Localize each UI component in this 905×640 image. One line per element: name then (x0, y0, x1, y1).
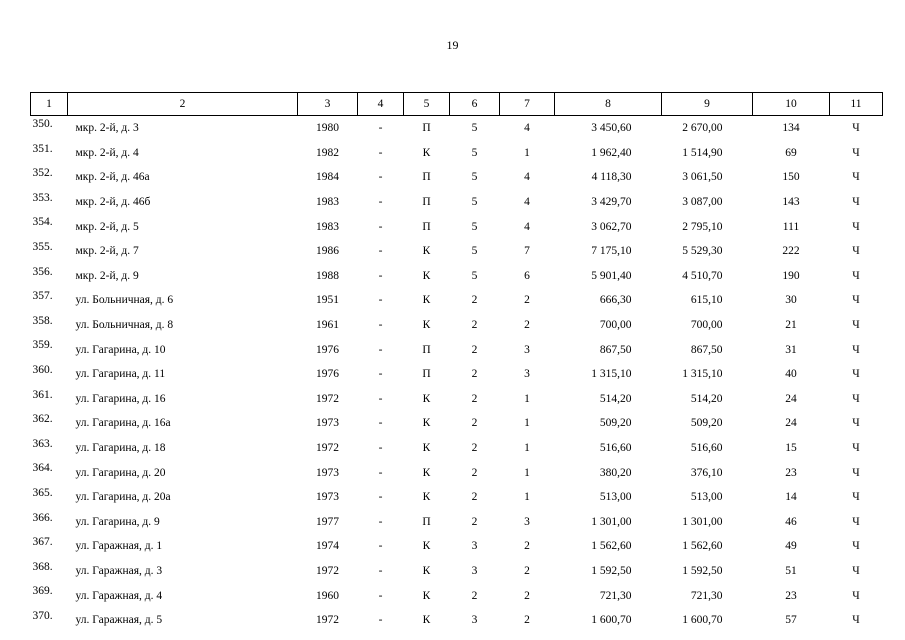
cell-col11: Ч (852, 319, 860, 332)
year-built: 1977 (316, 515, 339, 528)
entrances: 4 (524, 196, 530, 209)
year-built: 1984 (316, 171, 339, 184)
row-number: 365. (32, 486, 53, 499)
table-row (31, 485, 883, 510)
cell-col4: - (378, 343, 383, 356)
row-number: 362. (32, 413, 53, 426)
cell-col11: Ч (852, 171, 860, 184)
cell-col4: - (378, 589, 383, 602)
residents: 46 (785, 515, 797, 528)
column-header: 9 (662, 93, 753, 116)
table-row (31, 190, 883, 215)
cell-col11: Ч (852, 343, 860, 356)
living-area: 1 562,60 (682, 540, 723, 553)
cell-col4: - (378, 392, 383, 405)
residents: 14 (785, 491, 797, 504)
total-area: 509,20 (599, 417, 632, 430)
entrances: 2 (524, 614, 530, 627)
cell-col4: - (378, 540, 383, 553)
address: ул. Гаражная, д. 3 (75, 564, 163, 577)
entrances: 1 (524, 146, 530, 159)
floors: 5 (471, 196, 478, 209)
year-built: 1960 (316, 589, 339, 602)
living-area: 513,00 (690, 491, 723, 504)
cell-col11: Ч (852, 540, 860, 553)
entrances: 4 (524, 171, 530, 184)
living-area: 514,20 (690, 392, 723, 405)
residents: 69 (785, 146, 797, 159)
row-number: 367. (32, 536, 53, 549)
year-built: 1980 (316, 122, 339, 135)
cell-col11: Ч (852, 515, 860, 528)
residents: 111 (782, 220, 800, 233)
address: ул. Гагарина, д. 9 (75, 515, 160, 528)
row-number: 356. (32, 265, 53, 278)
column-number-header-row (31, 93, 883, 116)
address: мкр. 2-й, д. 7 (75, 245, 139, 258)
floors: 5 (471, 269, 478, 282)
wall-material: К (422, 442, 431, 455)
address: ул. Гагарина, д. 16а (75, 417, 171, 430)
table-row (31, 116, 883, 141)
wall-material: К (422, 319, 431, 332)
cell-col11: Ч (852, 417, 860, 430)
cell-col11: Ч (852, 392, 860, 405)
floors: 2 (471, 466, 478, 479)
cell-col4: - (378, 171, 383, 184)
cell-col4: - (378, 491, 383, 504)
floors: 2 (471, 589, 478, 602)
total-area: 700,00 (599, 319, 632, 332)
table-row (31, 534, 883, 559)
cell-col11: Ч (852, 196, 860, 209)
column-header: 5 (404, 93, 450, 116)
wall-material: К (422, 540, 431, 553)
entrances: 2 (524, 564, 530, 577)
living-area: 615,10 (690, 294, 723, 307)
year-built: 1986 (316, 245, 339, 258)
year-built: 1983 (316, 220, 339, 233)
total-area: 5 901,40 (591, 269, 632, 282)
total-area: 516,60 (599, 442, 632, 455)
residents: 134 (782, 122, 800, 135)
living-area: 1 315,10 (682, 368, 723, 381)
row-number: 369. (32, 585, 53, 598)
page-number: 19 (446, 38, 459, 52)
entrances: 1 (524, 442, 530, 455)
total-area: 1 962,40 (591, 146, 632, 159)
cell-col4: - (378, 220, 383, 233)
address: ул. Гагарина, д. 10 (75, 343, 166, 356)
entrances: 2 (524, 319, 530, 332)
wall-material: П (422, 515, 431, 528)
floors: 2 (471, 294, 478, 307)
residents: 57 (785, 614, 797, 627)
living-area: 1 600,70 (682, 614, 723, 627)
table-row (31, 214, 883, 239)
cell-col11: Ч (852, 269, 860, 282)
wall-material: К (422, 245, 431, 258)
column-header: 4 (358, 93, 404, 116)
table-row (31, 264, 883, 289)
residents: 222 (782, 245, 800, 258)
wall-material: К (422, 589, 431, 602)
row-number: 363. (32, 437, 53, 450)
floors: 2 (471, 515, 478, 528)
living-area: 721,30 (690, 589, 723, 602)
address: ул. Гагарина, д. 20а (75, 491, 171, 504)
address: ул. Больничная, д. 6 (75, 294, 174, 307)
floors: 5 (471, 122, 478, 135)
row-number: 364. (32, 462, 53, 475)
total-area: 7 175,10 (591, 245, 632, 258)
total-area: 1 592,50 (591, 564, 632, 577)
cell-col4: - (378, 442, 383, 455)
living-area: 2 795,10 (682, 220, 723, 233)
row-number: 353. (32, 191, 53, 204)
wall-material: К (422, 392, 431, 405)
address: мкр. 2-й, д. 46а (75, 171, 150, 184)
living-area: 516,60 (690, 442, 723, 455)
floors: 5 (471, 245, 478, 258)
total-area: 3 062,70 (591, 220, 632, 233)
year-built: 1961 (316, 319, 339, 332)
entrances: 1 (524, 392, 530, 405)
total-area: 1 600,70 (591, 614, 632, 627)
residents: 40 (785, 368, 797, 381)
cell-col11: Ч (852, 122, 860, 135)
column-header: 10 (753, 93, 830, 116)
floors: 5 (471, 146, 478, 159)
living-area: 509,20 (690, 417, 723, 430)
address: ул. Гагарина, д. 18 (75, 442, 166, 455)
row-number: 354. (32, 216, 53, 229)
year-built: 1988 (316, 269, 339, 282)
cell-col4: - (378, 122, 383, 135)
cell-col4: - (378, 614, 383, 627)
year-built: 1973 (316, 491, 339, 504)
address: ул. Гагарина, д. 16 (75, 392, 166, 405)
cell-col4: - (378, 564, 383, 577)
floors: 2 (471, 417, 478, 430)
address: мкр. 2-й, д. 5 (75, 220, 139, 233)
living-area: 1 514,90 (682, 146, 723, 159)
residents: 143 (782, 196, 800, 209)
row-number: 361. (32, 388, 53, 401)
wall-material: К (422, 269, 431, 282)
living-area: 1 592,50 (682, 564, 723, 577)
table-row (31, 608, 883, 633)
cell-col11: Ч (852, 442, 860, 455)
wall-material: К (422, 614, 431, 627)
living-area: 700,00 (690, 319, 723, 332)
total-area: 666,30 (599, 294, 632, 307)
residents: 24 (785, 417, 797, 430)
row-number: 350. (32, 118, 53, 130)
living-area: 3 087,00 (682, 196, 723, 209)
total-area: 867,50 (599, 343, 632, 356)
total-area: 4 118,30 (591, 171, 632, 184)
row-number: 352. (32, 167, 53, 180)
year-built: 1973 (316, 417, 339, 430)
floors: 2 (471, 392, 478, 405)
column-header: 8 (555, 93, 662, 116)
address: мкр. 2-й, д. 9 (75, 269, 139, 282)
total-area: 3 450,60 (591, 122, 632, 135)
floors: 5 (471, 220, 478, 233)
table-row (31, 436, 883, 461)
row-number: 366. (32, 511, 53, 524)
address: ул. Гагарина, д. 11 (75, 368, 166, 381)
floors: 3 (471, 540, 478, 553)
floors: 3 (471, 564, 478, 577)
floors: 2 (471, 442, 478, 455)
year-built: 1976 (316, 343, 339, 356)
year-built: 1972 (316, 442, 339, 455)
table-row (31, 362, 883, 387)
table-row (31, 583, 883, 608)
address: ул. Гаражная, д. 5 (75, 614, 163, 627)
address: ул. Гаражная, д. 4 (75, 589, 163, 602)
housing-register-table (30, 92, 883, 632)
total-area: 514,20 (599, 392, 632, 405)
cell-col4: - (378, 245, 383, 258)
year-built: 1972 (316, 614, 339, 627)
cell-col4: - (378, 417, 383, 430)
residents: 15 (785, 442, 797, 455)
entrances: 4 (524, 220, 530, 233)
address: ул. Больничная, д. 8 (75, 319, 174, 332)
address: ул. Гагарина, д. 20 (75, 466, 166, 479)
living-area: 4 510,70 (682, 269, 723, 282)
year-built: 1951 (316, 294, 339, 307)
total-area: 380,20 (599, 466, 632, 479)
living-area: 3 061,50 (682, 171, 723, 184)
wall-material: П (422, 220, 431, 233)
column-header: 11 (830, 93, 883, 116)
cell-col11: Ч (852, 466, 860, 479)
entrances: 1 (524, 466, 530, 479)
total-area: 721,30 (599, 589, 632, 602)
cell-col4: - (378, 269, 383, 282)
year-built: 1982 (316, 146, 339, 159)
table-row (31, 239, 883, 264)
floors: 5 (471, 171, 478, 184)
wall-material: К (422, 466, 431, 479)
residents: 24 (785, 392, 797, 405)
wall-material: П (422, 196, 431, 209)
year-built: 1972 (316, 564, 339, 577)
entrances: 3 (524, 515, 530, 528)
wall-material: П (422, 368, 431, 381)
table-row (31, 510, 883, 535)
row-number: 368. (32, 560, 53, 573)
entrances: 2 (524, 540, 530, 553)
entrances: 2 (524, 589, 530, 602)
table-body (31, 116, 883, 633)
entrances: 3 (524, 343, 530, 356)
column-header: 2 (68, 93, 298, 116)
table-row (31, 387, 883, 412)
cell-col4: - (378, 146, 383, 159)
table-row (31, 288, 883, 313)
cell-col4: - (378, 196, 383, 209)
cell-col11: Ч (852, 245, 860, 258)
total-area: 3 429,70 (591, 196, 632, 209)
wall-material: К (422, 417, 431, 430)
table-row (31, 559, 883, 584)
column-header: 7 (500, 93, 555, 116)
residents: 23 (785, 466, 797, 479)
column-header: 1 (31, 93, 68, 116)
living-area: 2 670,00 (682, 122, 723, 135)
cell-col11: Ч (852, 589, 860, 602)
living-area: 867,50 (690, 343, 723, 356)
year-built: 1974 (316, 540, 339, 553)
floors: 2 (471, 491, 478, 504)
cell-col11: Ч (852, 614, 860, 627)
residents: 190 (782, 269, 800, 282)
residents: 150 (782, 171, 800, 184)
living-area: 376,10 (690, 466, 723, 479)
entrances: 2 (524, 294, 530, 307)
row-number: 359. (32, 339, 53, 352)
cell-col4: - (378, 319, 383, 332)
cell-col11: Ч (852, 220, 860, 233)
cell-col11: Ч (852, 294, 860, 307)
row-number: 357. (32, 290, 53, 303)
table-row (31, 141, 883, 166)
entrances: 7 (524, 245, 530, 258)
residents: 51 (785, 564, 797, 577)
cell-col11: Ч (852, 146, 860, 159)
address: мкр. 2-й, д. 3 (75, 122, 139, 135)
wall-material: П (422, 171, 431, 184)
address: мкр. 2-й, д. 46б (75, 196, 151, 209)
table-row (31, 313, 883, 338)
residents: 31 (785, 343, 797, 356)
cell-col11: Ч (852, 368, 860, 381)
total-area: 513,00 (599, 491, 632, 504)
entrances: 4 (524, 122, 530, 135)
total-area: 1 562,60 (591, 540, 632, 553)
cell-col4: - (378, 368, 383, 381)
table-row (31, 337, 883, 362)
residents: 30 (785, 294, 797, 307)
cell-col4: - (378, 294, 383, 307)
wall-material: П (422, 122, 431, 135)
floors: 3 (471, 614, 478, 627)
table-row (31, 460, 883, 485)
year-built: 1973 (316, 466, 339, 479)
residents: 21 (785, 319, 797, 332)
wall-material: К (422, 491, 431, 504)
column-header: 3 (298, 93, 358, 116)
table-row (31, 411, 883, 436)
cell-col11: Ч (852, 564, 860, 577)
cell-col11: Ч (852, 491, 860, 504)
wall-material: К (422, 146, 431, 159)
living-area: 5 529,30 (682, 245, 723, 258)
row-number: 351. (32, 142, 53, 155)
year-built: 1972 (316, 392, 339, 405)
cell-col4: - (378, 466, 383, 479)
row-number: 358. (32, 314, 53, 327)
living-area: 1 301,00 (682, 515, 723, 528)
address: мкр. 2-й, д. 4 (75, 146, 139, 159)
column-header: 6 (450, 93, 500, 116)
residents: 23 (785, 589, 797, 602)
address: ул. Гаражная, д. 1 (75, 540, 163, 553)
table-row (31, 165, 883, 190)
total-area: 1 315,10 (591, 368, 632, 381)
row-number: 370. (32, 609, 53, 622)
entrances: 3 (524, 368, 530, 381)
total-area: 1 301,00 (591, 515, 632, 528)
entrances: 6 (524, 269, 530, 282)
row-number: 355. (32, 240, 53, 253)
floors: 2 (471, 368, 478, 381)
cell-col4: - (378, 515, 383, 528)
wall-material: К (422, 294, 431, 307)
entrances: 1 (524, 417, 530, 430)
entrances: 1 (524, 491, 530, 504)
row-number: 360. (32, 363, 53, 376)
wall-material: К (422, 564, 431, 577)
year-built: 1976 (316, 368, 339, 381)
residents: 49 (785, 540, 797, 553)
floors: 2 (471, 343, 478, 356)
floors: 2 (471, 319, 478, 332)
year-built: 1983 (316, 196, 339, 209)
wall-material: П (422, 343, 431, 356)
